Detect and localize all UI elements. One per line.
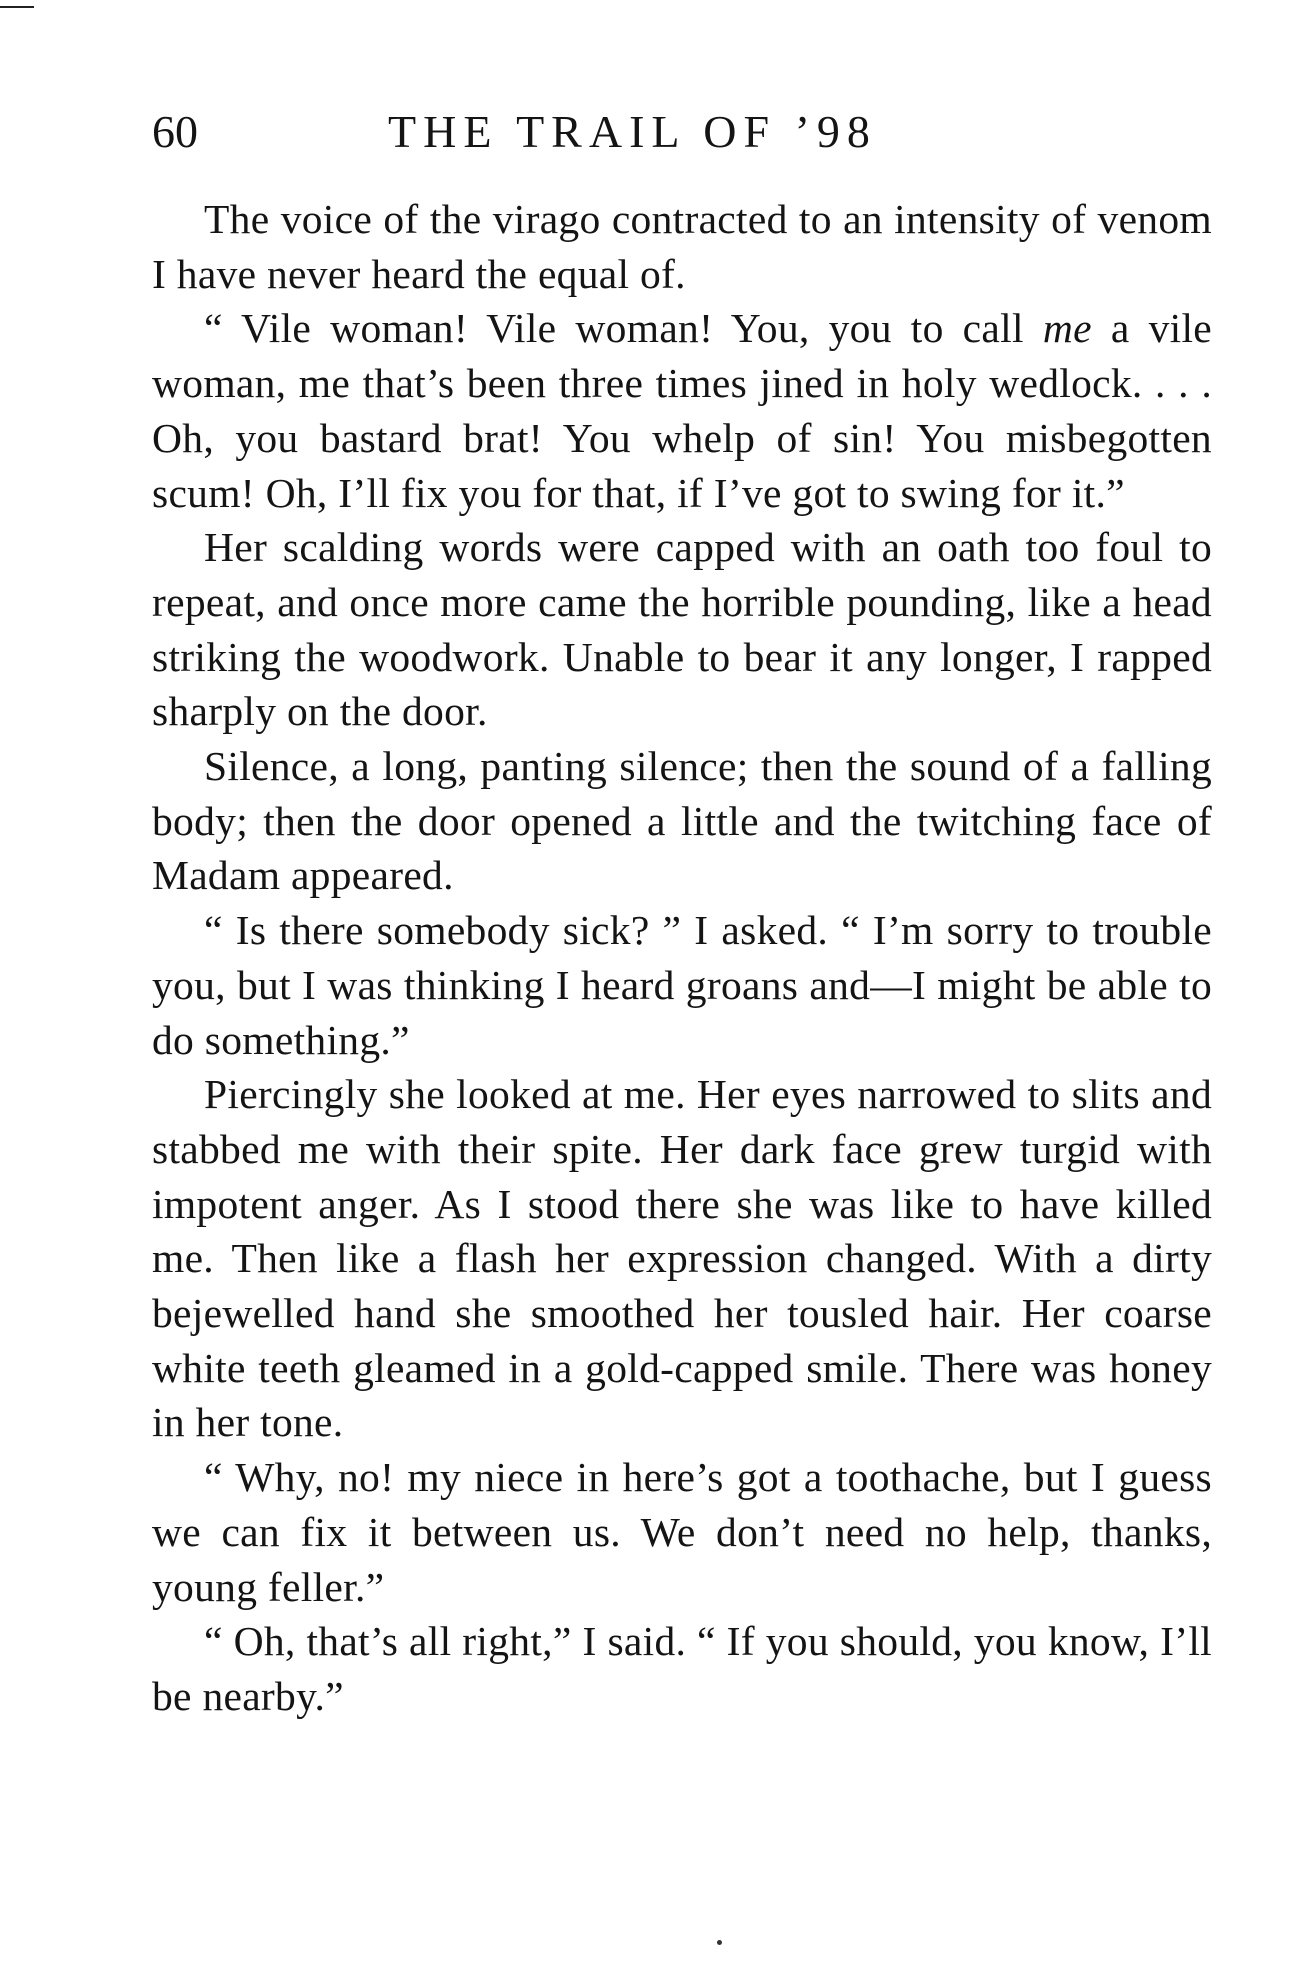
running-title: THE TRAIL OF ’98 — [388, 106, 877, 157]
paragraph-3: Her scalding words were capped with an oath too foul to repeat, and once more came the horrible pounding, like a head striking the woodwork. Unable to bear it any longer, I rapped sharply on the door. — [152, 524, 1212, 735]
paragraph-6: Piercingly she looked at me. Her eyes narrowed to slits and stabbed me with their spite. Her dark face grew turgid with impotent anger. As I stood there she was like to have killed me. Then like a flash her expression changed. With a dirty bejewelled hand she smoothed her tousled hair. Her coarse white teeth gleamed in a gold-capped smile. There was honey in her tone. — [152, 1071, 1212, 1446]
scan-mark — [0, 6, 34, 8]
paragraph-5: “ Is there somebody sick? ” I asked. “ I’m sorry to trouble you, but I was thinking I heard groans and—I might be able to do something.” — [152, 907, 1212, 1063]
page-header — [152, 102, 1212, 162]
paragraph-1: The voice of the virago contracted to an intensity of venom I have never heard the equal of. — [152, 196, 1212, 297]
paragraph-8: “ Oh, that’s all right,” I said. “ If you should, you know, I’ll be nearby.” — [152, 1618, 1212, 1719]
paragraph-2-text-after: a vile woman, me that’s been three times jined in holy wedlock. . . . Oh, you bastard brat! You whelp of sin! You misbegotten scum! Oh, I’ll fix you for that, if I’ve got to swing for it.” — [152, 305, 1213, 516]
page-number: 60 — [152, 106, 198, 157]
paragraph-4: Silence, a long, panting silence; then the sound of a falling body; then the door opened a little and the twitching face of Madam appeared. — [152, 743, 1212, 899]
paragraph-2-text-before: “ Vile woman! Vile woman! You, you to call — [204, 305, 1043, 352]
paragraph-2 — [152, 301, 1212, 520]
paragraph-7: “ Why, no! my niece in here’s got a toothache, but I guess we can fix it between us. We don’t need no help, thanks, young feller.” — [152, 1454, 1212, 1610]
body-text — [152, 192, 1212, 1724]
paragraph-2-italic: me — [1042, 305, 1092, 352]
ink-speck — [717, 1940, 722, 1945]
